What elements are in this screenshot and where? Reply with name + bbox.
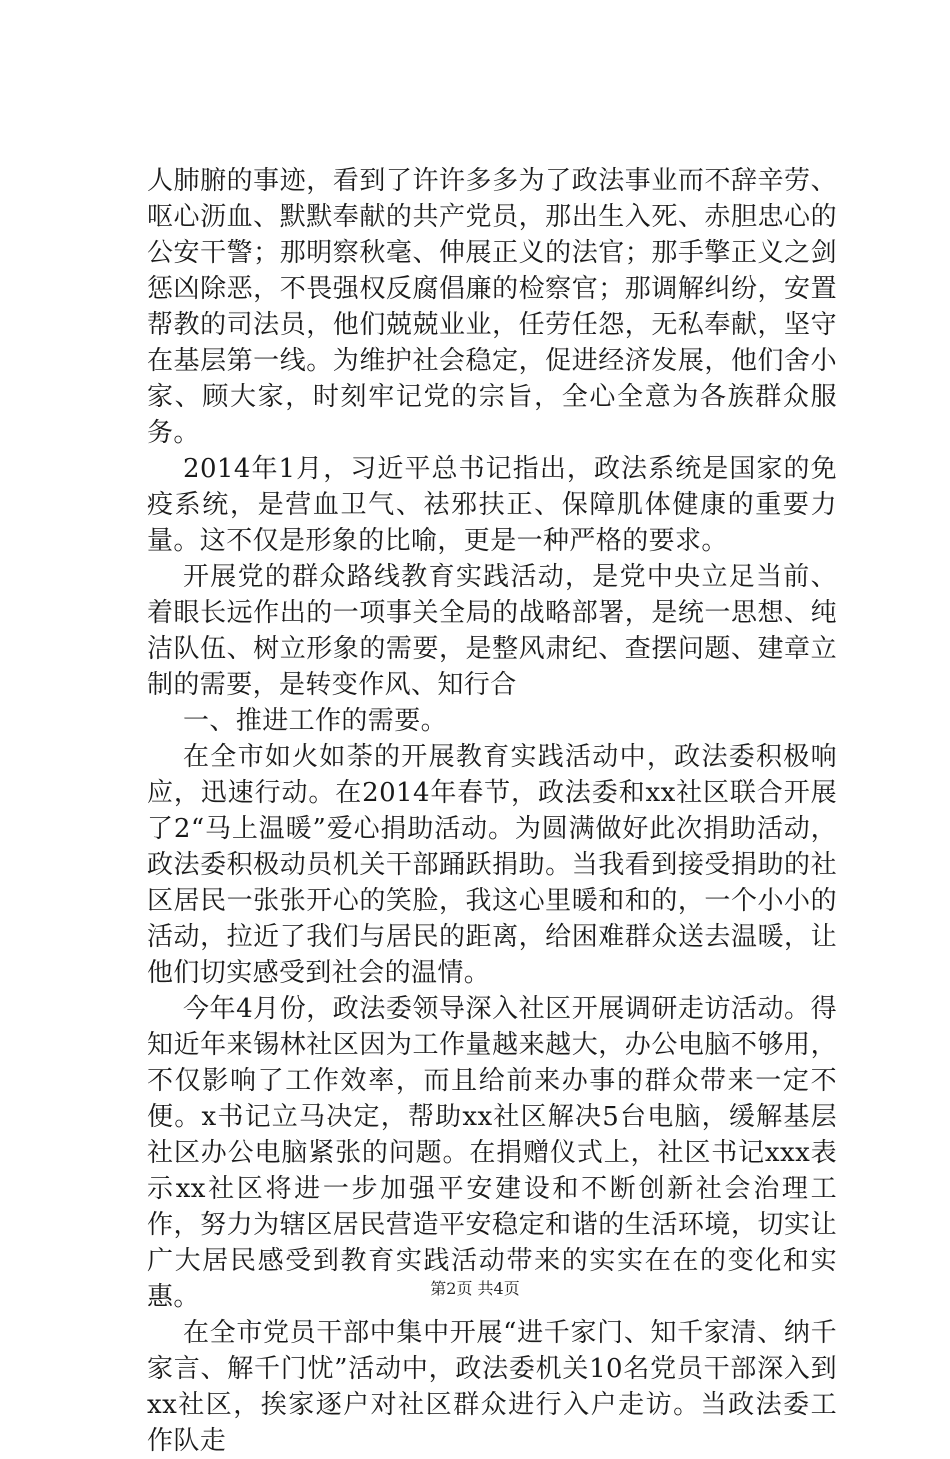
paragraph-5: 在全市如火如荼的开展教育实践活动中，政法委积极响应，迅速行动。在2014年春节，政法委和xx社区联合开展了2“马上温暖”爱心捐助活动。为圆满做好此次捐助活动，政法委积极动员机关干部踊跃捐助。当我看到接受捐助的社区居民一张张开心的笑脸，我这心里暖和和的，一个小小的活动，拉近了我们与居民的距离，给困难群众送去温暖，让他们切实感受到社会的温情。 <box>147 742 837 988</box>
document-body <box>147 163 837 1459</box>
paragraph-2: 2014年1月，习近平总书记指出，政法系统是国家的免疫系统，是营血卫气、祛邪扶正、保障肌体健康的重要力量。这不仅是形象的比喻，更是一种严格的要求。 <box>147 454 837 556</box>
paragraph-3: 开展党的群众路线教育实践活动，是党中央立足当前、着眼长远作出的一项事关全局的战略部署，是统一思想、纯洁队伍、树立形象的需要，是整风肃纪、查摆问题、建章立制的需要，是转变作风、知行合 <box>147 562 837 700</box>
paragraph-1: 人肺腑的事迹，看到了许许多多为了政法事业而不辞辛劳、呕心沥血、默默奉献的共产党员，那出生入死、赤胆忠心的公安干警；那明察秋毫、伸展正义的法官；那手擎正义之剑惩凶除恶，不畏强权反腐倡廉的检察官；那调解纠纷，安置帮教的司法员，他们兢兢业业，任劳任怨，无私奉献，坚守在基层第一线。为维护社会稳定，促进经济发展，他们舍小家、顾大家，时刻牢记党的宗旨，全心全意为各族群众服务。 <box>147 166 837 448</box>
paragraph-7: 在全市党员干部中集中开展“进千家门、知千家清、纳千家言、解千门忧”活动中，政法委机关10名党员干部深入到xx社区，挨家逐户对社区群众进行入户走访。当政法委工作队走 <box>147 1318 837 1456</box>
section-heading: 一、推进工作的需要。 <box>183 706 448 736</box>
paragraph-6: 今年4月份，政法委领导深入社区开展调研走访活动。得知近年来锡林社区因为工作量越来越大，办公电脑不够用，不仅影响了工作效率，而且给前来办事的群众带来一定不便。x书记立马决定，帮助xx社区解决5台电脑，缓解基层社区办公电脑紧张的问题。在捐赠仪式上，社区书记xxx表示xx社区将进一步加强平安建设和不断创新社会治理工作，努力为辖区居民营造平安稳定和谐的生活环境，切实让广大居民感受到教育实践活动带来的实实在在的变化和实惠。 <box>147 994 837 1312</box>
page-number-footer: 第2页 共4页 <box>430 1279 520 1298</box>
